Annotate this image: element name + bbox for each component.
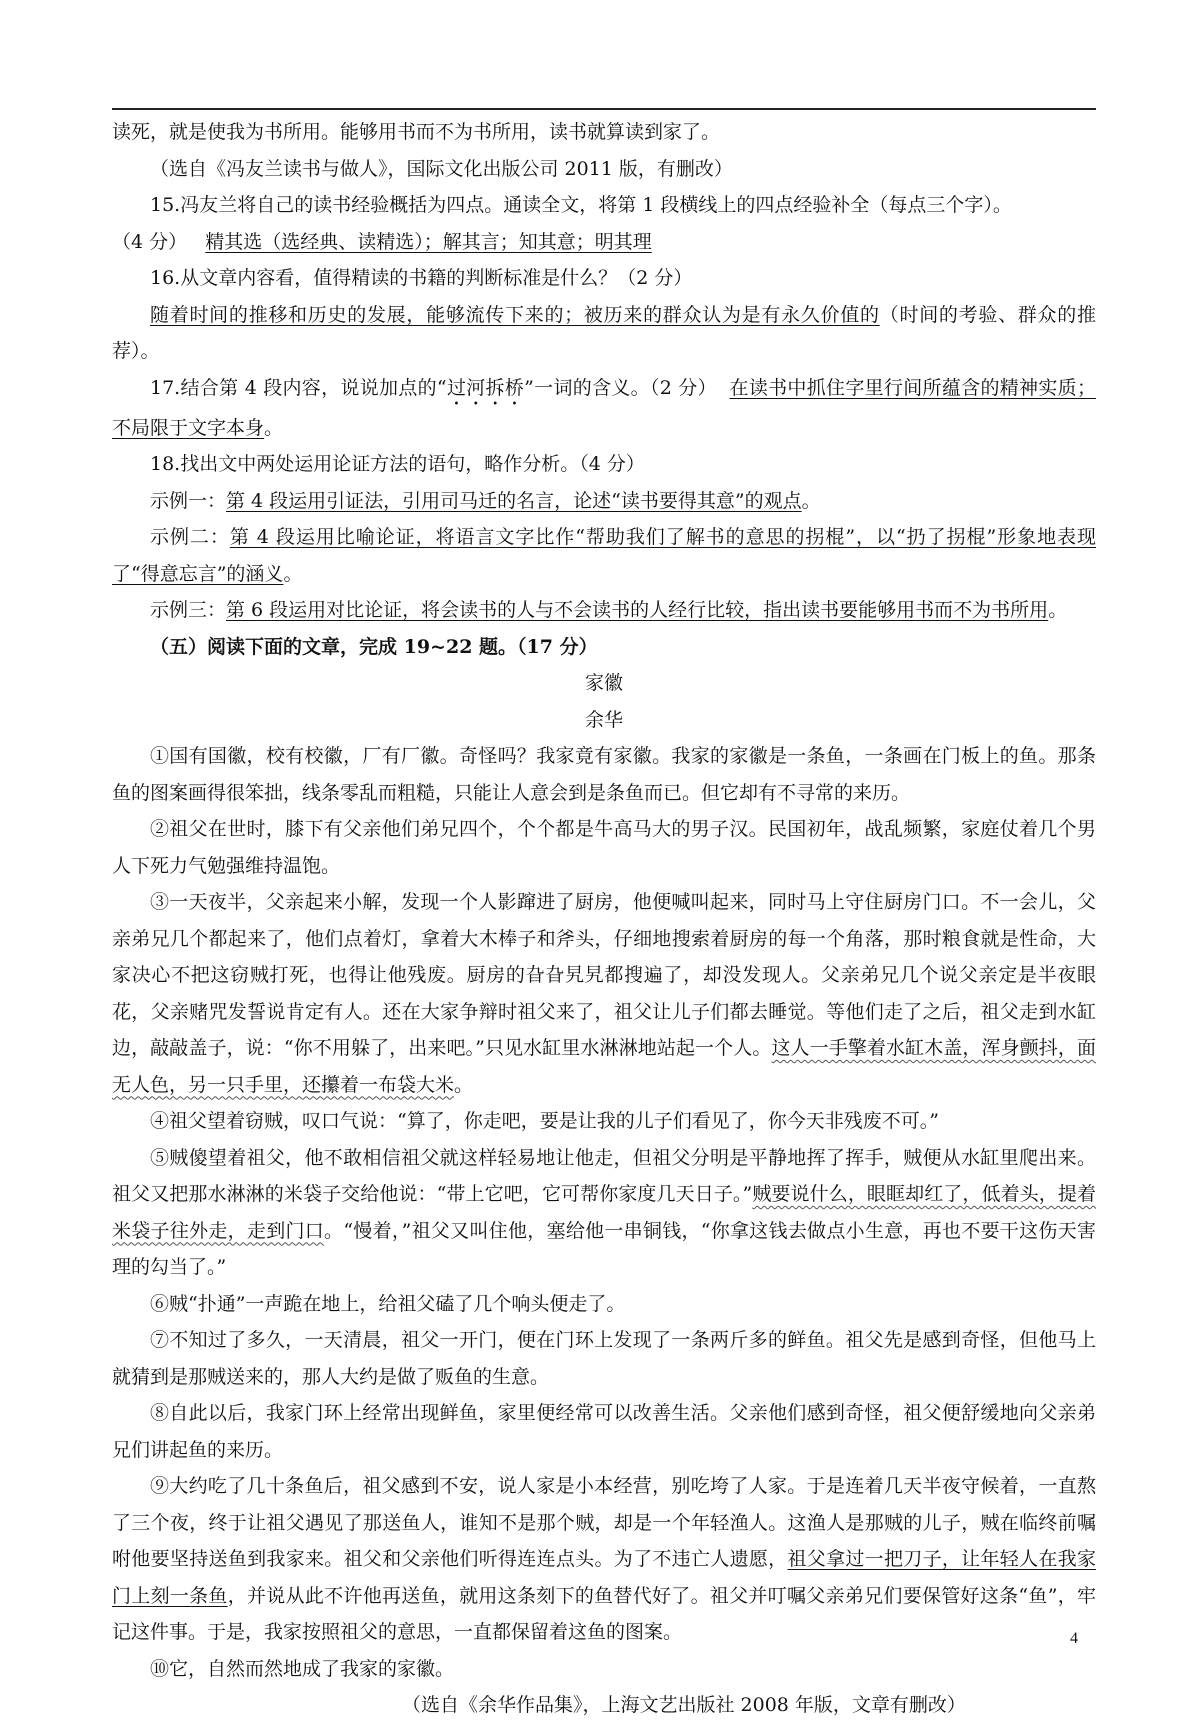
underlined-sentence: 祖父拿过一把刀子，让年轻人在我家门上刻一条鱼: [112, 1548, 1096, 1607]
answer-17: 在读书中抓住字里行间所蕴含的精神实质；不局限于文字本身: [112, 376, 1096, 439]
paragraph-9: ⑨大约吃了几十条鱼后，祖父感到不安，说人家是小本经营，别吃垮了人家。于是连着几天半夜守候着，一直熬了三个夜，终于让祖父遇见了那送鱼人，谁知不是那个贼，却是一个年轻渔人。这渔人是那贼的儿子，贼在临终前嘱咐他要坚持送鱼到我家来。祖父和父亲他们听得连连点头。为了不违亡人遗愿，祖父拿过一把刀子，让年轻人在我家门上刻一条鱼，并说从此不许他再送鱼，就用这条刻下的鱼替代好了。祖父并叮嘱父亲弟兄们要保管好这条“鱼”，牢记这件事。于是，我家按照祖父的意思，一直都保留着这鱼的图案。: [112, 1475, 1096, 1643]
paragraph-6: ⑥贼“扑通”一声跪在地上，给祖父磕了几个响头便走了。: [150, 1292, 626, 1315]
answer-16: 随着时间的推移和历史的发展，能够流传下来的；被历来的群众认为是有永久价值的（时间的考验、群众的推荐）。: [112, 303, 1096, 362]
citation: （选自《冯友兰读书与做人》，国际文化出版公司 2011 版，有删改）: [150, 157, 733, 180]
question-18: 18.找出文中两处运用论证方法的语句，略作分析。（4 分）: [150, 453, 645, 475]
question-17: 17.结合第 4 段内容，说说加点的“过河拆桥”一词的含义。（2 分） 在读书中抓住字里行间所蕴含的精神实质；不局限于文字本身。: [112, 376, 1096, 439]
question-16: 16.从文章内容看，值得精读的书籍的判断标准是什么？（2 分）: [150, 267, 693, 289]
example-1: 示例一：第 4 段运用引证法，引用司马迁的名言，论述“读书要得其意”的观点。: [150, 489, 821, 512]
emphasized-term: 过河拆桥: [446, 376, 525, 399]
article-source: （选自《余华作品集》，上海文艺出版社 2008 年版，文章有删改）: [402, 1694, 966, 1716]
example-2: 示例二：第 4 段运用比喻论证，将语言文字比作“帮助我们了解书的意思的拐棍”，以“扔了拐棍”形象地表现了“得意忘言”的涵义。: [112, 526, 1096, 585]
paragraph-5: ⑤贼傻望着祖父，他不敢相信祖父就这样轻易地让他走，但祖父分明是平静地挥了挥手，贼便从水缸里爬出来。祖父又把那水淋淋的米袋子交给他说：“带上它吧，它可帮你家度几天日子。”贼要说什么，眼眶却红了，低着头，提着米袋子往外走，走到门口。“慢着，”祖父又叫住他，塞给他一串铜钱，“你拿这钱去做点小生意，再也不要干这伤天害理的勾当了。”: [112, 1146, 1096, 1278]
wavy-underlined-sentence: 贼要说什么，眼眶却红了，低着头，提着米袋子往外走，走到门口: [112, 1183, 1096, 1242]
paragraph-2: ②祖父在世时，膝下有父亲他们弟兄四个，个个都是牛高马大的男子汉。民国初年，战乱频繁，家庭仗着几个男人下死力气勉强维持温饱。: [112, 818, 1096, 877]
section-heading: （五）阅读下面的文章，完成 19~22 题。（17 分）: [150, 635, 598, 658]
header-rule: [112, 108, 1096, 110]
article-author: 余华: [584, 708, 623, 731]
example-3: 示例三：第 6 段运用对比论证，将会读书的人与不会读书的人经行比较，指出读书要能够用书而不为书所用。: [150, 599, 1068, 621]
article-title: 家徽: [584, 672, 623, 694]
question-15: 15.冯友兰将自己的读书经验概括为四点。通读全文，将第 1 段横线上的四点经验补全（每点三个字）。 （4 分） 精其选（选经典、读精选）；解其言；知其意；明其理: [112, 194, 1012, 253]
wavy-underlined-sentence: 这人一手擎着水缸木盖，浑身颤抖，面无人色，另一只手里，还攥着一布袋大米: [112, 1037, 1096, 1096]
page-content: [112, 114, 1096, 1724]
paragraph-7: ⑦不知过了多久，一天清晨，祖父一开门，便在门环上发现了一条两斤多的鲜鱼。祖父先是感到奇怪，但他马上就猜到是那贼送来的，那人大约是做了贩鱼的生意。: [112, 1329, 1096, 1388]
paragraph-10: ⑩它，自然而然地成了我家的家徽。: [150, 1657, 455, 1680]
paragraph-8: ⑧自此以后，我家门环上经常出现鲜鱼，家里便经常可以改善生活。父亲他们感到奇怪，祖父便舒缓地向父亲弟兄们讲起鱼的来历。: [112, 1402, 1096, 1461]
paragraph-3: ③一天夜半，父亲起来小解，发现一个人影蹿进了厨房，他便喊叫起来，同时马上守住厨房门口。不一会儿，父亲弟兄几个都起来了，他们点着灯，拿着大木棒子和斧头，仔细地搜索着厨房的每一个角落，那时粮食就是性命，大家决心不把这窃贼打死，也得让他残废。厨房的旮旮旯旯都搜遍了，却没发现人。父亲弟兄几个说父亲定是半夜眼花，父亲赌咒发誓说肯定有人。还在大家争辩时祖父来了，祖父让儿子们都去睡觉。等他们走了之后，祖父走到水缸边，敲敲盖子，说：“你不用躲了，出来吧。”只见水缸里水淋淋地站起一个人。这人一手擎着水缸木盖，浑身颤抖，面无人色，另一只手里，还攥着一布袋大米。: [112, 891, 1096, 1096]
text-line: 读死，就是使我为书所用。能够用书而不为书所用，读书就算读到家了。: [112, 121, 721, 143]
paragraph-4: ④祖父望着窃贼，叹口气说：“算了，你走吧，要是让我的儿子们看见了，你今天非残废不可。”: [150, 1110, 939, 1132]
paragraph-1: ①国有国徽，校有校徽，厂有厂徽。奇怪吗？我家竟有家徽。我家的家徽是一条鱼，一条画在门板上的鱼。那条鱼的图案画得很笨拙，线条零乱而粗糙，只能让人意会到是条鱼而已。但它却有不寻常的来历。: [112, 745, 1096, 804]
page-number: 4: [1070, 1630, 1078, 1647]
answer-15: 精其选（选经典、读精选）；解其言；知其意；明其理: [205, 230, 652, 253]
